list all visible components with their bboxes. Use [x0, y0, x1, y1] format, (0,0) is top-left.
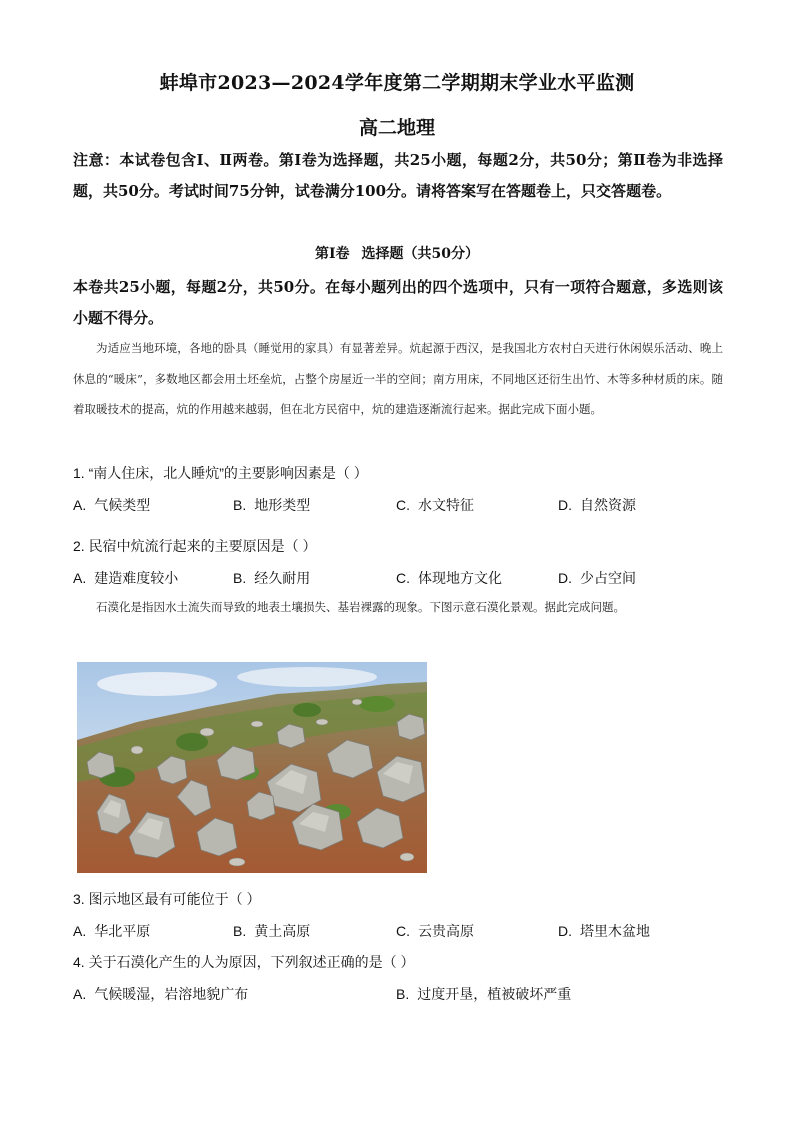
option-a[interactable] — [73, 568, 178, 588]
option-key: D. — [558, 923, 572, 939]
question-2-stem: 2. 民宿中炕流行起来的主要原因是（ ） — [73, 538, 317, 554]
question-4-options — [73, 984, 723, 1004]
option-d[interactable] — [558, 495, 636, 515]
option-key: C. — [396, 497, 410, 513]
question-3-stem: 3. 图示地区最有可能位于（ ） — [73, 891, 261, 907]
option-text: 云贵高原 — [418, 923, 474, 939]
question-1-options — [73, 495, 723, 515]
option-text: 气候类型 — [94, 497, 151, 513]
exam-subject: 高二地理 — [358, 117, 435, 139]
option-key: C. — [396, 570, 410, 586]
option-key: D. — [558, 497, 572, 513]
option-d[interactable] — [558, 568, 636, 588]
section-label: 第Ⅰ卷 — [314, 246, 350, 262]
option-c[interactable] — [396, 921, 474, 941]
option-text: 少占空间 — [580, 570, 636, 586]
option-key: B. — [233, 570, 247, 586]
option-key: D. — [558, 570, 572, 586]
option-b[interactable] — [233, 921, 310, 941]
option-text: 过度开垦，植被破坏严重 — [417, 986, 572, 1002]
option-key: A. — [73, 986, 87, 1002]
option-c[interactable] — [396, 568, 502, 588]
question-4-stem: 4. 关于石漠化产生的人为原因，下列叙述正确的是（ ） — [73, 954, 415, 970]
question-2-options — [73, 568, 723, 588]
option-a[interactable] — [73, 495, 150, 515]
option-text: 黄土高原 — [254, 923, 311, 939]
option-key: A. — [73, 923, 87, 939]
option-key: B. — [396, 986, 410, 1002]
option-text: 自然资源 — [580, 497, 636, 513]
section-instruction: 本卷共25小题，每题2分，共50分。在每小题列出的四个选项中，只有一项符合题意，多选则该小题不得分。 — [73, 278, 723, 327]
section-heading — [0, 243, 794, 263]
option-key: C. — [396, 923, 410, 939]
option-b[interactable] — [396, 984, 571, 1004]
option-key: A. — [73, 497, 87, 513]
option-text: 经久耐用 — [254, 570, 311, 586]
option-text: 气候暖湿，岩溶地貌广布 — [94, 986, 249, 1002]
option-a[interactable] — [73, 984, 248, 1004]
exam-title: 蚌埠市2023—2024学年度第二学期期末学业水平监测 — [159, 72, 635, 94]
option-text: 水文特征 — [418, 497, 474, 513]
option-key: B. — [233, 497, 247, 513]
option-text: 体现地方文化 — [418, 570, 502, 586]
option-b[interactable] — [233, 495, 310, 515]
exam-notice: 注意：本试卷包含Ⅰ、Ⅱ两卷。第Ⅰ卷为选择题，共25小题，每题2分，共50分；第Ⅱ卷为非选择题，共50分。考试时间75分钟，试卷满分100分。请将答案写在答题卷上，只交答题卷。 — [73, 151, 723, 200]
section-name: 选择题（共50分） — [361, 246, 480, 262]
option-c[interactable] — [396, 495, 474, 515]
option-key: A. — [73, 570, 87, 586]
question-1-stem: 1. “南人住床，北人睡炕”的主要影响因素是（ ） — [73, 465, 368, 481]
option-text: 塔里木盆地 — [580, 923, 650, 939]
question-3-options — [73, 921, 723, 941]
option-a[interactable] — [73, 921, 150, 941]
reading-passage-1: 为适应当地环境，各地的卧具（睡觉用的家具）有显著差异。炕起源于西汉，是我国北方农村白天进行休闲娱乐活动、晚上休息的“暖床”，多数地区都会用土坯垒炕，占整个房屋近一半的空间；南方用床，不同地区还衍生出竹、木等多种材质的床。随着取暖技术的提高，炕的作用越来越弱，但在北方民宿中，炕的建造逐渐流行起来。据此完成下面小题。 — [73, 341, 723, 416]
option-text: 地形类型 — [254, 497, 311, 513]
option-text: 建造难度较小 — [94, 570, 179, 586]
rocky-desertification-photo — [77, 662, 427, 873]
option-text: 华北平原 — [94, 923, 151, 939]
reading-passage-2: 石漠化是指因水土流失而导致的地表土壤损失、基岩裸露的现象。下图示意石漠化景观。据此完成问题。 — [96, 600, 625, 614]
option-key: B. — [233, 923, 247, 939]
option-d[interactable] — [558, 921, 650, 941]
option-b[interactable] — [233, 568, 310, 588]
